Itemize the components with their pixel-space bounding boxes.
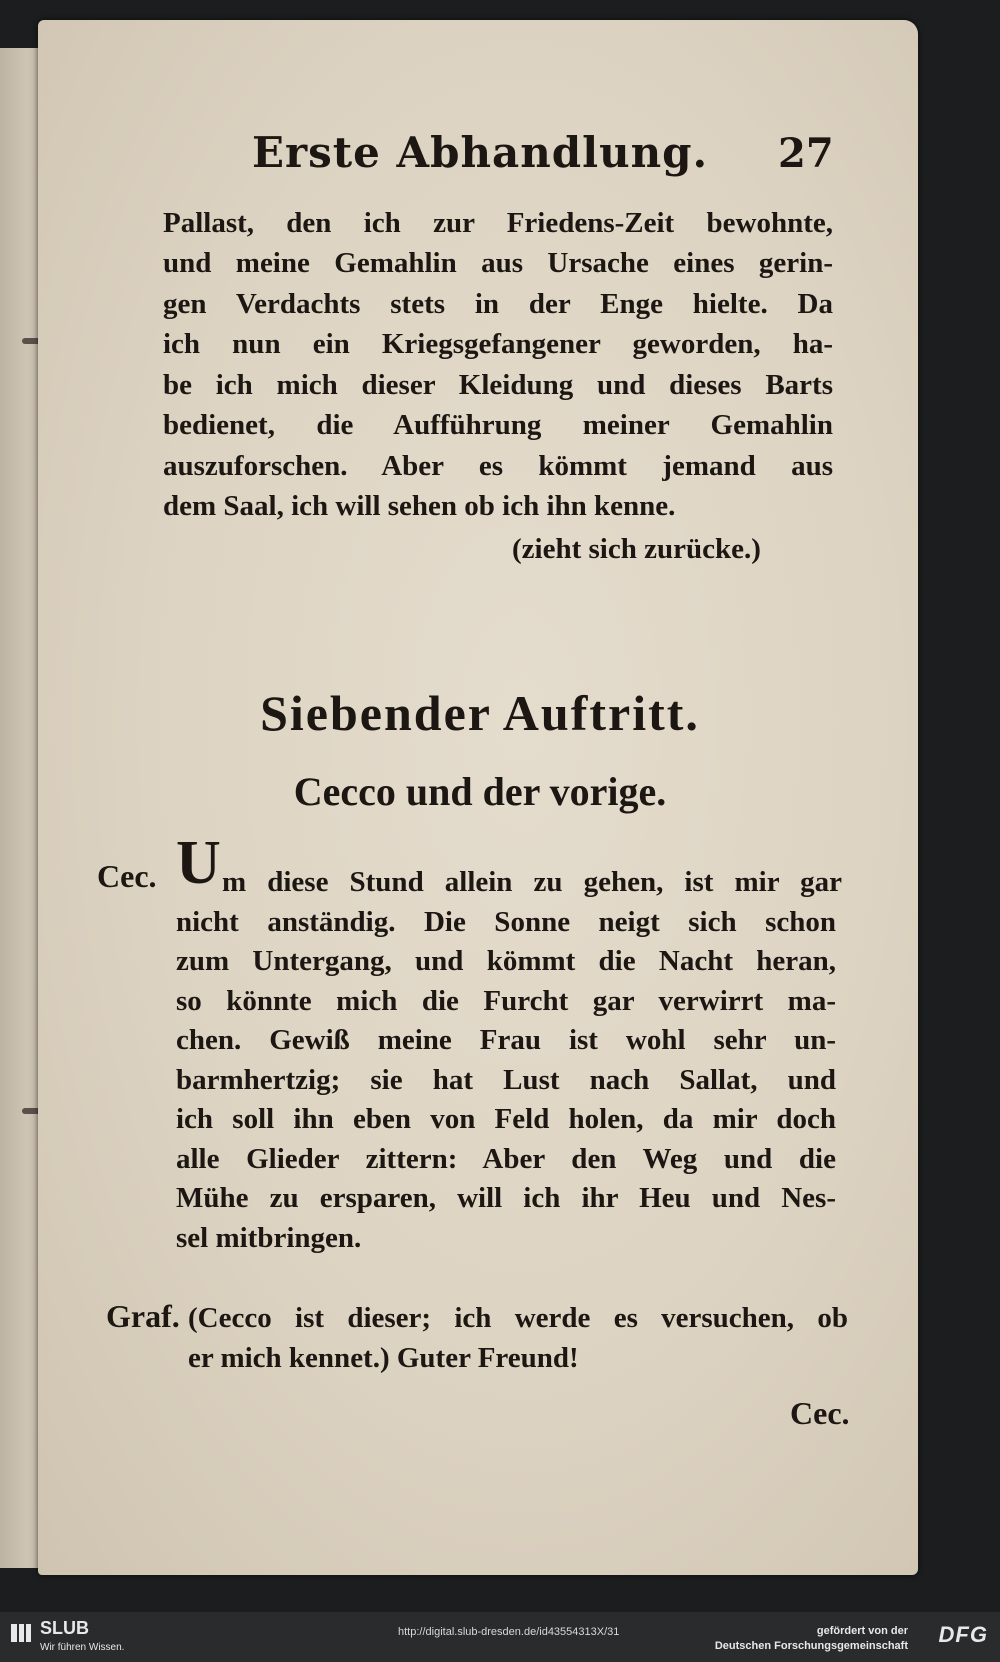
text-line: ich nun ein Kriegsgefangener geworden, ha- [163,328,833,360]
scene-heading: Siebender Auftritt. [260,685,700,741]
speech-line: nicht anständig. Die Sonne neigt sich schon [176,906,836,938]
source-url-link[interactable]: http://digital.slub-dresden.de/id43554313X/31 [398,1626,620,1638]
speaker-cecco: Cec. [97,858,157,894]
page-number: 27 [778,130,834,177]
speech-line: (Cecco ist dieser; ich werde es versuchen, ob [188,1302,848,1334]
speech-line: ich soll ihn eben von Feld holen, da mir doch [176,1103,836,1135]
catchword: Cec. [790,1395,850,1431]
speech-line: barmhertzig; sie hat Lust nach Sallat, und [176,1064,836,1096]
footer-bar [0,1612,1000,1662]
speech-line: sel mitbringen. [176,1222,362,1254]
slub-brand: SLUB [40,1618,89,1638]
text-line: Pallast, den ich zur Friedens-Zeit bewohnte, [163,207,833,239]
speech-line: chen. Gewiß meine Frau ist wohl sehr un- [176,1024,836,1056]
text-line: bedienet, die Aufführung meiner Gemahlin [163,409,833,441]
speech-line: zum Untergang, und kömmt die Nacht heran, [176,945,836,977]
speaker-graf: Graf. [106,1298,180,1334]
text-line: auszuforschen. Aber es kömmt jemand aus [163,450,833,482]
running-head-title: Erste Abhandlung. [252,128,709,177]
speech-line: alle Glieder zittern: Aber den Weg und die [176,1143,836,1175]
text-line: und meine Gemahlin aus Ursache eines gerin- [163,247,833,279]
text-line: be ich mich dieser Kleidung und dieses Barts [163,369,833,401]
funding-org: Deutschen Forschungsgemeinschaft [714,1640,908,1652]
speech-line: so könnte mich die Furcht gar verwirrt ma- [176,985,836,1017]
slub-slogan: Wir führen Wissen. [40,1642,125,1653]
drop-cap: U [176,829,221,897]
speech-line: Mühe zu ersparen, will ich ihr Heu und Nes- [176,1182,836,1214]
text-line: gen Verdachts stets in der Enge hielte. Da [163,288,833,320]
scene-subheading: Cecco und der vorige. [293,769,667,814]
dfg-logo: DFG [938,1622,988,1647]
speech-line: m diese Stund allein zu gehen, ist mir gar [222,866,842,898]
text-line: dem Saal, ich will sehen ob ich ihn kenne. [163,490,676,522]
slub-logo-icon [10,1622,32,1644]
stage-direction: (zieht sich zurücke.) [512,533,761,565]
speech-line: er mich kennet.) Guter Freund! [188,1342,579,1374]
funding-note: gefördert von der [816,1625,908,1637]
